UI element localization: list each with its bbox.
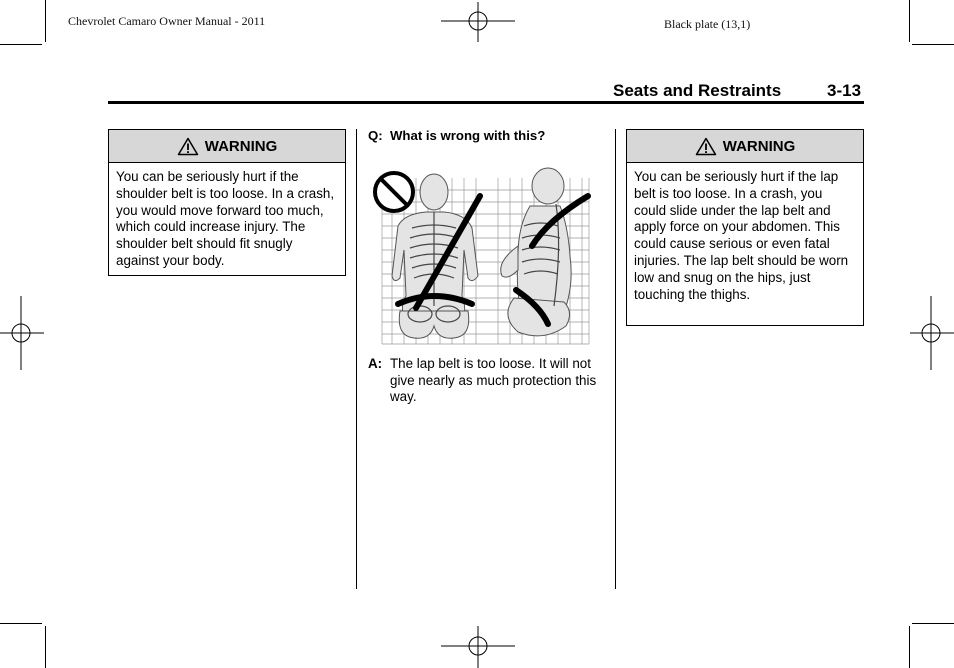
page-number: 3-13 bbox=[827, 81, 862, 100]
crop-mark bbox=[0, 44, 42, 45]
answer-block bbox=[368, 356, 598, 406]
warning-triangle-icon bbox=[695, 137, 717, 156]
registration-mark-icon bbox=[441, 626, 515, 668]
crop-mark bbox=[912, 623, 954, 624]
column-divider bbox=[356, 129, 357, 589]
crop-mark bbox=[45, 626, 46, 668]
warning-box-lap-belt bbox=[626, 129, 864, 326]
registration-mark-icon bbox=[910, 296, 954, 370]
crop-mark bbox=[45, 0, 46, 42]
answer-label: A: bbox=[368, 356, 383, 371]
question-text: Q: What is wrong with this? bbox=[368, 128, 546, 143]
warning-box-shoulder-belt bbox=[108, 129, 346, 276]
warning-triangle-icon bbox=[177, 137, 199, 156]
crop-mark bbox=[912, 44, 954, 45]
warning-header bbox=[109, 130, 345, 163]
header-rule bbox=[108, 101, 864, 104]
column-divider bbox=[615, 129, 616, 589]
answer-text: The lap belt is too loose. It will not give nearly as much protection this way. bbox=[390, 356, 597, 404]
crop-mark bbox=[909, 0, 910, 42]
lap-belt-too-loose-illustration bbox=[368, 166, 592, 346]
warning-header bbox=[627, 130, 863, 163]
warning-heading: WARNING bbox=[722, 137, 796, 155]
warning-text: You can be seriously hurt if the shoulder belt is too loose. In a crash, you would move forward too much, which could increase injury. The shoulder belt should fit snugly against your body. bbox=[116, 169, 335, 268]
crop-mark bbox=[0, 623, 42, 624]
registration-mark-icon bbox=[441, 2, 515, 42]
section-title: Seats and Restraints bbox=[613, 81, 782, 100]
registration-mark-icon bbox=[0, 296, 44, 370]
manual-title: Chevrolet Camaro Owner Manual - 2011 bbox=[68, 14, 266, 28]
warning-heading: WARNING bbox=[204, 137, 278, 155]
plate-label: Black plate (13,1) bbox=[664, 17, 751, 31]
warning-text: You can be seriously hurt if the lap belt is too loose. In a crash, you could slide under the lap belt and apply force on your abdomen. This could cause serious or even fatal injuries. The lap belt should be worn low and snug on the hips, just touching the thighs. bbox=[634, 169, 849, 302]
crop-mark bbox=[909, 626, 910, 668]
prohibition-icon bbox=[375, 173, 413, 211]
